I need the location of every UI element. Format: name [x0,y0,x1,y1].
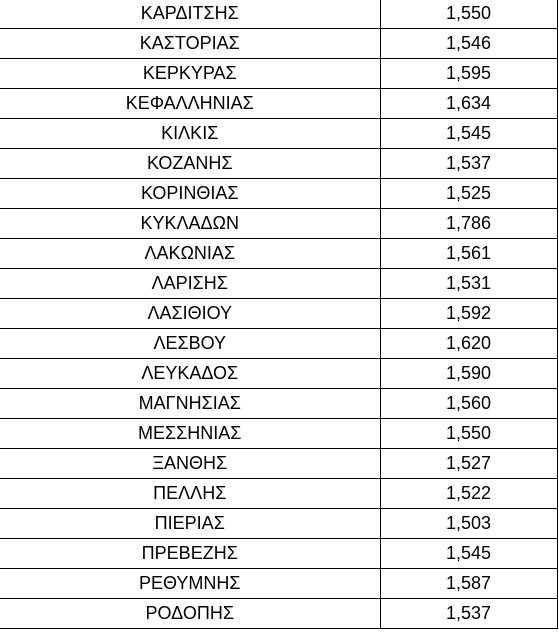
table-row [0,269,557,299]
prefecture-name-cell: ΛΕΣΒΟΥ [0,329,380,359]
table-row [0,89,557,119]
table-row [0,389,557,419]
prefecture-name-cell: ΚΕΦΑΛΛΗΝΙΑΣ [0,89,380,119]
prefecture-name-cell: ΜΑΓΝΗΣΙΑΣ [0,389,380,419]
table-row [0,209,557,239]
value-cell: 1,537 [380,599,557,629]
value-cell: 1,550 [380,0,557,29]
prefecture-name-cell: ΜΕΣΣΗΝΙΑΣ [0,419,380,449]
table-row [0,149,557,179]
value-cell: 1,531 [380,269,557,299]
prefecture-name-cell: ΚΕΡΚΥΡΑΣ [0,59,380,89]
value-cell: 1,561 [380,239,557,269]
table-row [0,539,557,569]
value-cell: 1,545 [380,119,557,149]
prefecture-name-cell: ΚΙΛΚΙΣ [0,119,380,149]
table-row [0,329,557,359]
value-cell: 1,592 [380,299,557,329]
prefecture-name-cell: ΞΑΝΘΗΣ [0,449,380,479]
value-cell: 1,522 [380,479,557,509]
table-row [0,299,557,329]
value-cell: 1,503 [380,509,557,539]
prefecture-name-cell: ΚΑΡΔΙΤΣΗΣ [0,0,380,29]
table-row [0,59,557,89]
value-cell: 1,587 [380,569,557,599]
prefecture-name-cell: ΠΡΕΒΕΖΗΣ [0,539,380,569]
prefecture-name-cell: ΛΑΣΙΘΙΟΥ [0,299,380,329]
prefecture-name-cell: ΛΑΚΩΝΙΑΣ [0,239,380,269]
value-cell: 1,545 [380,539,557,569]
value-cell: 1,560 [380,389,557,419]
value-cell: 1,634 [380,89,557,119]
prefecture-name-cell: ΚΟΖΑΝΗΣ [0,149,380,179]
table-row [0,119,557,149]
table-row [0,569,557,599]
table-row [0,359,557,389]
value-cell: 1,525 [380,179,557,209]
value-cell: 1,546 [380,29,557,59]
table-row [0,0,557,29]
prefecture-name-cell: ΠΕΛΛΗΣ [0,479,380,509]
table-row [0,599,557,629]
table-row [0,29,557,59]
value-cell: 1,537 [380,149,557,179]
prefecture-name-cell: ΠΙΕΡΙΑΣ [0,509,380,539]
prefecture-name-cell: ΚΑΣΤΟΡΙΑΣ [0,29,380,59]
prefecture-name-cell: ΡΟΔΟΠΗΣ [0,599,380,629]
table-row [0,179,557,209]
table-row [0,449,557,479]
table-row [0,479,557,509]
value-cell: 1,786 [380,209,557,239]
table-row [0,509,557,539]
prefecture-name-cell: ΚΟΡΙΝΘΙΑΣ [0,179,380,209]
table-row [0,419,557,449]
table-row [0,239,557,269]
value-cell: 1,550 [380,419,557,449]
prefecture-name-cell: ΛΑΡΙΣΗΣ [0,269,380,299]
value-cell: 1,620 [380,329,557,359]
value-cell: 1,527 [380,449,557,479]
value-cell: 1,595 [380,59,557,89]
prefecture-name-cell: ΚΥΚΛΑΔΩΝ [0,209,380,239]
prefecture-name-cell: ΡΕΘΥΜΝΗΣ [0,569,380,599]
value-cell: 1,590 [380,359,557,389]
prefecture-name-cell: ΛΕΥΚΑΔΟΣ [0,359,380,389]
